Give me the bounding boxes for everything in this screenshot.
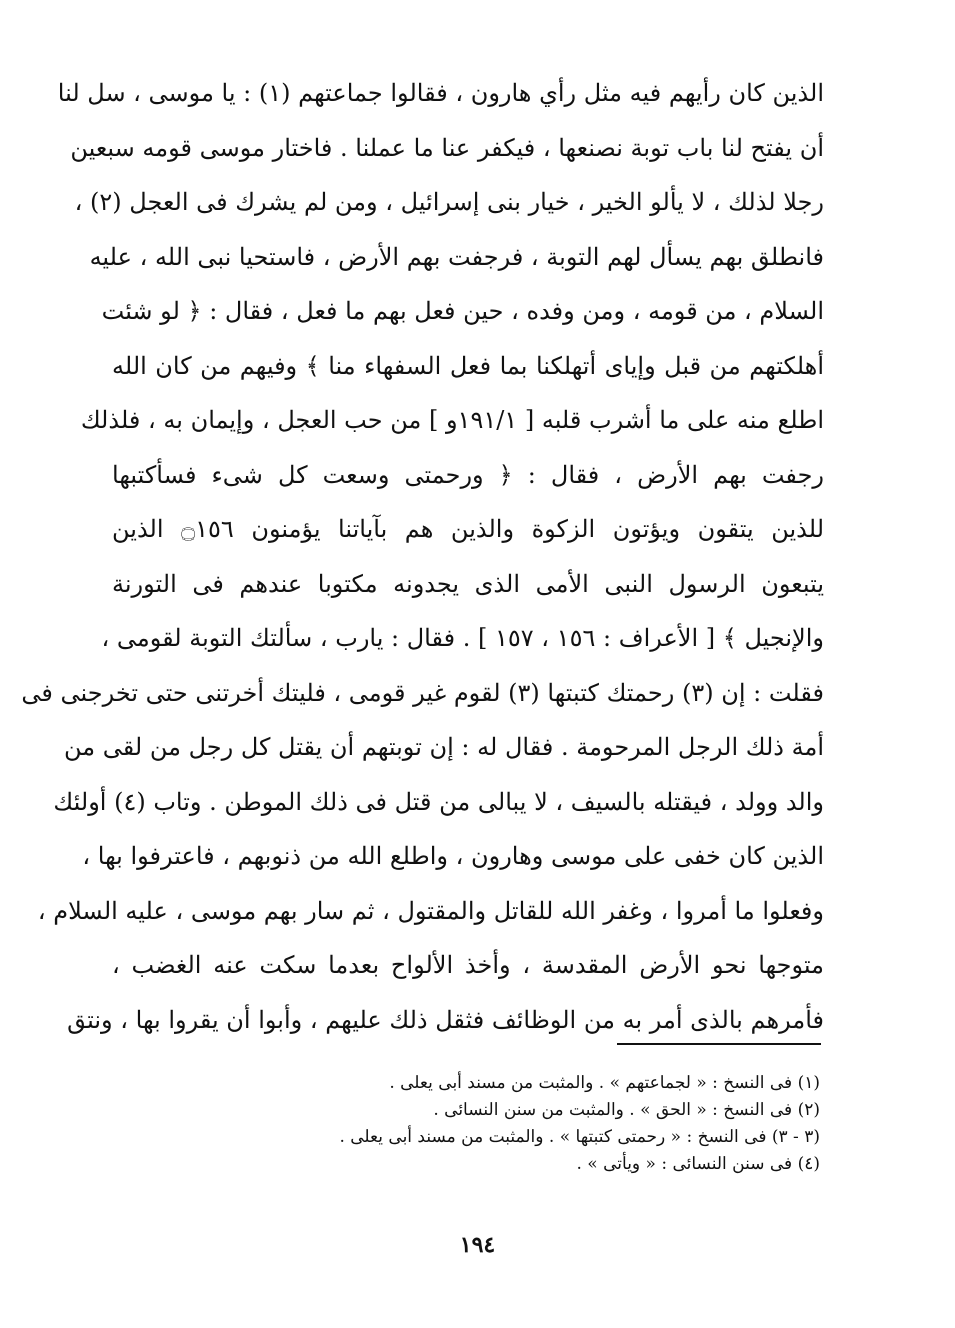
text-line: رجفت بهم الأرض ، فقال : ﴿ ورحمتى وسعت كل شىء فسأكتبها (112, 460, 824, 489)
text-line: أمة ذلك الرجل المرحومة . فقال له : إن توبتهم أن يقتل كل رجل من لقى من (64, 733, 824, 761)
text-line: الذين كان خفى على موسى وهارون ، واطلع الله من ذنوبهم ، فاعترفوا بها ، (82, 842, 824, 870)
text-line: الذين كان رأيهم فيه مثل رأي هارون ، فقالوا جماعتهم (١) : يا موسى ، سل لنا (57, 79, 824, 107)
main-text-block (21, 66, 825, 1047)
text-line: يتبعون الرسول النبى الأمى الذى يجدونه مكتوبا عندهم فى التورنة (112, 569, 824, 598)
text-line: للذين يتقون ويؤتون الزكوة والذين هم بآياتنا يؤمنون ۝١٥٦ الذين (112, 515, 825, 543)
footnotes (220, 1070, 820, 1178)
text-line: والإنجيل ﴾ [ الأعراف : ١٥٦ ، ١٥٧ ] . فقال : يارب ، سألتك التوبة لقومى ، (101, 624, 824, 652)
text-line: رجلا لذلك ، لا يألو الخير ، خيار بنى إسرائيل ، ومن لم يشرك فى العجل (٢) ، (74, 188, 824, 216)
text-line: السلام ، من قومه ، ومن وفده ، حين فعل بهم ما فعل ، فقال : ﴿ لو شئت (101, 297, 824, 325)
footnote-divider (617, 1043, 821, 1045)
text-line: اطلع منه على ما أشرب قلبه [ ١٩١/١و ] من حب العجل ، وإيمان به ، فلذلك (80, 406, 824, 434)
text-line: أهلكتهم من قبل وإياى أتهلكنا بما فعل السفهاء منا ﴾ وفيهم من كان الله (112, 351, 824, 380)
text-line: وفعلوا ما أمروا ، وغفر الله للقاتل والمقتول ، ثم سار بهم موسى ، عليه السلام ، (37, 896, 824, 925)
text-line: فأمرهم بالذى أمر به من الوظائف فثقل ذلك عليهم ، وأبوا أن يقروا بها ، ونتق (67, 1005, 824, 1034)
text-line: متوجها نحو الأرض المقدسة ، وأخذ الألواح بعدما سكت عنه الغضب ، (112, 951, 824, 979)
text-line: فانطلق بهم يسأل لهم التوبة ، فرجفت بهم الأرض ، فاستحيا نبى الله ، عليه (89, 242, 824, 271)
text-line: أن يفتح لنا باب توبة نصنعها ، فيكفر عنا ما عملنا . فاختار موسى قومه سبعين (70, 133, 824, 162)
footnote: (١) فى النسخ : « لجماعتهم » . والمثبت من مسند أبى يعلى . (389, 1073, 820, 1093)
text-line: فقلت : إن (٣) رحمتك كتبتها (٣) لقوم غير قومى ، فليتك أخرتنى حتى تخرجنى فى (21, 678, 824, 707)
text-line: والد وولد ، فيقتله بالسيف ، لا يبالى من قتل فى ذلك الموطن . وتاب (٤) أولئك (53, 787, 824, 816)
footnote: (٣ - ٣) فى النسخ : « رحمتى كتبتها » . والمثبت من مسند أبى يعلى . (339, 1127, 820, 1147)
footnote: (٢) فى النسخ : « الحق » . والمثبت من سنن النسائى . (433, 1100, 820, 1120)
page-number: ١٩٤ (459, 1232, 496, 1258)
footnote: (٤) فى سنن النسائى : « ويأتى » . (576, 1154, 820, 1174)
